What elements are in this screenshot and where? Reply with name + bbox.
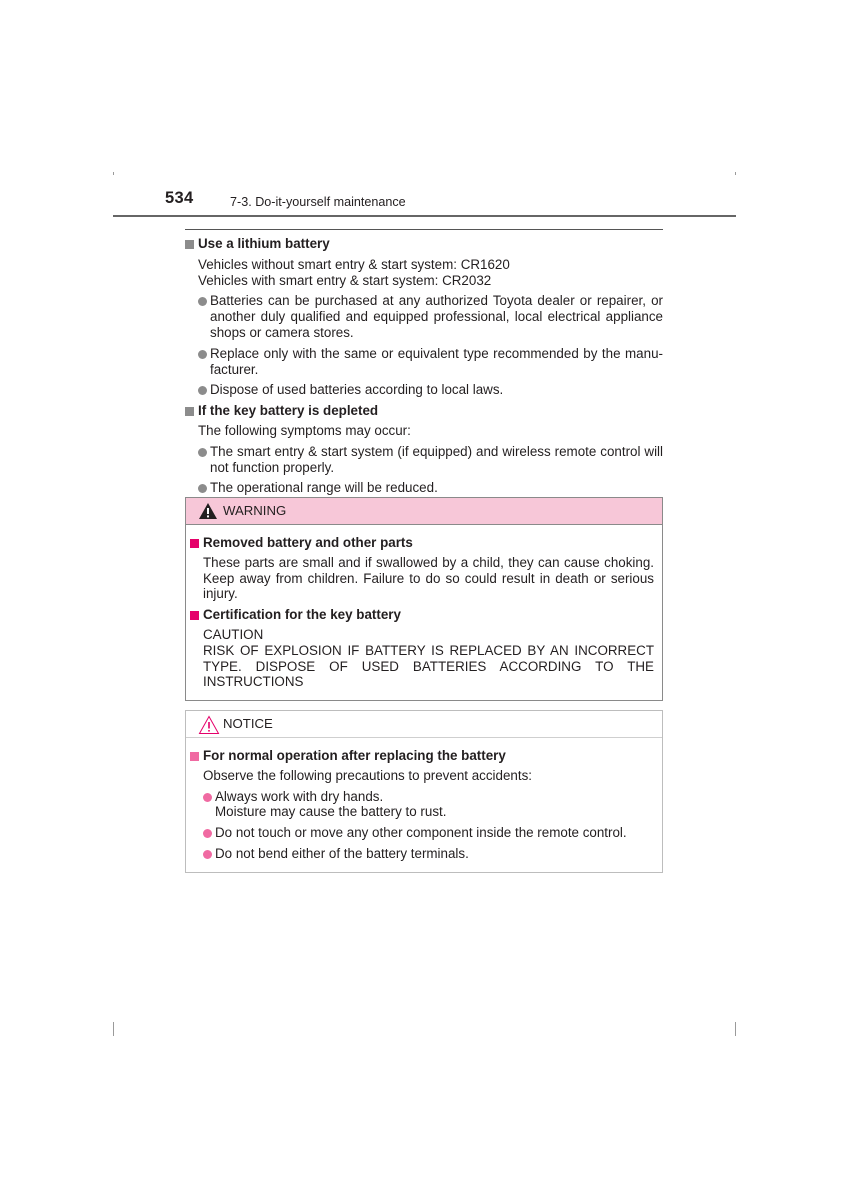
notice-title: NOTICE [223, 716, 273, 731]
lithium-heading: Use a lithium battery [185, 236, 663, 252]
section-title: 7-3. Do-it-yourself maintenance [230, 195, 406, 209]
bullet-dot-icon [198, 350, 207, 359]
warning-body [186, 525, 662, 690]
lithium-line: Vehicles with smart entry & start system: CR2032 [198, 272, 492, 288]
square-marker-icon [185, 240, 194, 249]
bullet-dot-icon [203, 829, 212, 838]
square-marker-icon [185, 407, 194, 416]
notice-triangle-icon [198, 715, 220, 735]
main-content [185, 236, 663, 496]
list-item: Do not touch or move any other component inside the remote control. [190, 825, 654, 841]
warning-item-heading: Certification for the key battery [190, 607, 654, 623]
notice-box [185, 710, 663, 873]
warning-item-text: These parts are small and if swallowed by a child, they can cause choking. Keep away from children. Failure to do so could result in death or serious injury. [203, 554, 654, 602]
notice-heading: For normal operation after replacing the battery [190, 748, 654, 764]
bullet-dot-icon [203, 793, 212, 802]
list-item: Do not bend either of the battery terminals. [190, 846, 654, 862]
list-item: Always work with dry hands. Moisture may cause the battery to rust. [190, 789, 654, 821]
warning-triangle-icon [198, 502, 218, 520]
content-rule [185, 229, 663, 230]
bullet-dot-icon [198, 484, 207, 493]
caution-text: TYPE. DISPOSE OF USED BATTERIES ACCORDING TO THE [203, 658, 654, 674]
list-item: The operational range will be reduced. [185, 480, 663, 496]
list-item: Batteries can be purchased at any authorized Toyota dealer or repairer, or another duly qualified and equipped professional, local electrical appliance shops or camera stores. [185, 293, 663, 340]
bullet-dot-icon [198, 297, 207, 306]
lithium-line: Vehicles without smart entry & start system: CR1620 [198, 256, 510, 272]
bullet-dot-icon [198, 386, 207, 395]
square-marker-icon [190, 611, 199, 620]
caution-text: INSTRUCTIONS [203, 674, 304, 690]
list-item: Replace only with the same or equivalent type recommended by the manu-facturer. [185, 346, 663, 378]
warning-title: WARNING [223, 503, 287, 518]
square-marker-icon [190, 539, 199, 548]
caution-label: CAUTION [203, 626, 264, 642]
crop-mark [113, 1022, 114, 1036]
header-rule [113, 215, 736, 217]
list-item: Dispose of used batteries according to local laws. [185, 382, 663, 398]
notice-header [186, 711, 662, 738]
warning-header [186, 498, 662, 525]
warning-box [185, 497, 663, 701]
bullet-dot-icon [198, 448, 207, 457]
depleted-intro: The following symptoms may occur: [198, 422, 411, 438]
depleted-heading: If the key battery is depleted [185, 403, 663, 419]
notice-body [186, 738, 662, 862]
notice-intro: Observe the following precautions to prevent accidents: [203, 767, 532, 783]
bullet-dot-icon [203, 850, 212, 859]
page-header [0, 0, 848, 220]
warning-item-heading: Removed battery and other parts [190, 535, 654, 551]
crop-mark [735, 1022, 736, 1036]
square-marker-icon [190, 752, 199, 761]
caution-text: RISK OF EXPLOSION IF BATTERY IS REPLACED BY AN INCORRECT [203, 642, 654, 658]
list-item: The smart entry & start system (if equipped) and wireless remote control will not function properly. [185, 444, 663, 476]
page-number: 534 [165, 189, 194, 207]
